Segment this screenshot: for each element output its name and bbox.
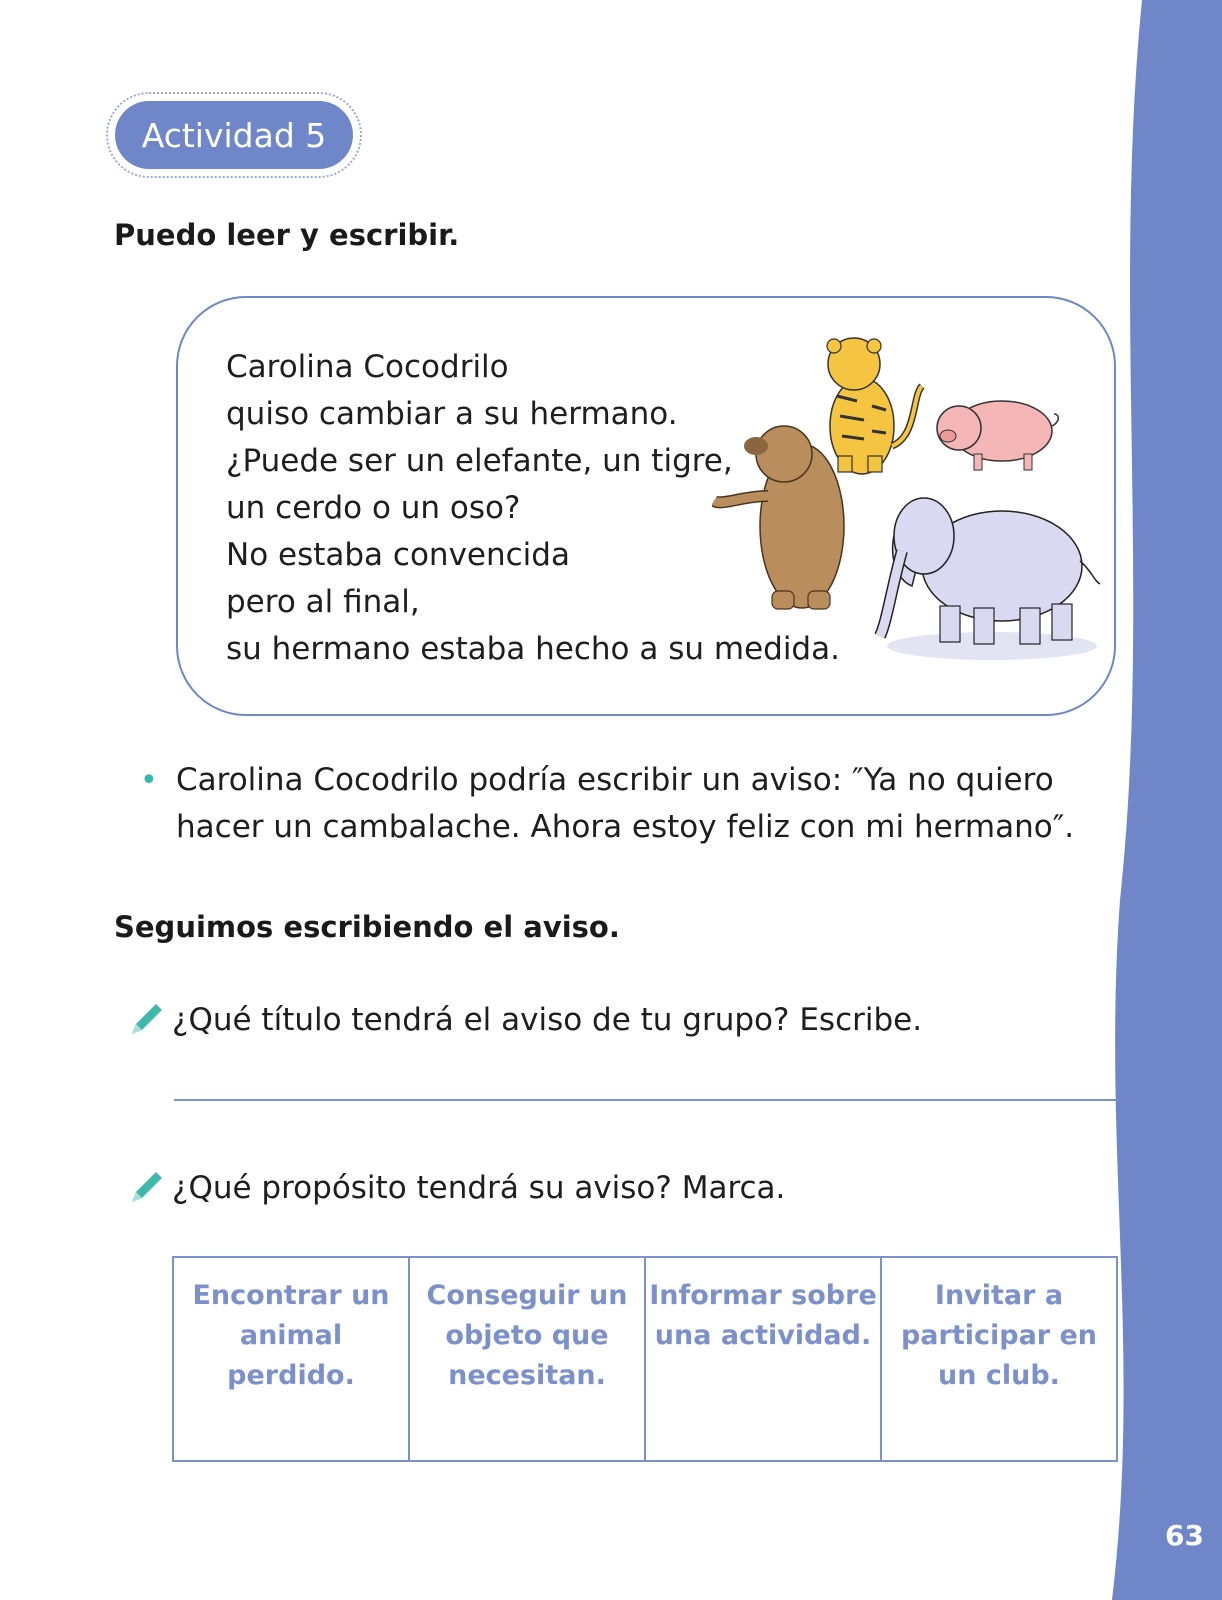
section-title: Puedo leer y escribir. [114,218,460,252]
animals-illustration [712,336,1102,676]
option-line: un club. [938,1360,1060,1391]
poem-line: No estaba convencida [226,537,570,573]
question-2-text: ¿Qué propósito tendrá su aviso? Marca. [172,1170,786,1206]
bullet-text [176,757,1106,851]
option-line: Informar sobre [649,1280,877,1311]
option-line: Conseguir un [426,1280,628,1311]
pig-illustration [937,401,1058,470]
option-cell[interactable] [646,1258,882,1460]
poem-line: un cerdo o un oso? [226,490,521,526]
option-line: participar en [900,1320,1098,1351]
subheading: Seguimos escribiendo el aviso. [114,910,620,944]
tiger-illustration [827,338,922,474]
poem-line: Carolina Cocodrilo [226,349,509,385]
activity-badge-frame [106,92,362,178]
page-number: 63 [1165,1519,1204,1552]
option-cell[interactable] [174,1258,410,1460]
bullet-dot: • [140,763,158,798]
option-line: animal perdido. [227,1320,355,1391]
question-1-text: ¿Qué título tendrá el aviso de tu grupo? Escribe. [172,1002,923,1038]
poem-line: su hermano estaba hecho a su medida. [226,631,840,667]
poem-line: pero al final, [226,584,420,620]
option-line: necesitan. [448,1360,606,1391]
option-line: Encontrar un [192,1280,390,1311]
question-1 [126,1000,922,1040]
question-2 [126,1168,785,1208]
poem-line: ¿Puede ser un elefante, un tigre, [226,443,733,479]
option-cell[interactable] [882,1258,1116,1460]
pencil-icon [126,1168,166,1208]
option-line: una actividad. [654,1320,872,1351]
option-line: objeto que [445,1320,609,1351]
bullet-line: Carolina Cocodrilo podría escribir un aviso: ″Ya no quiero [176,762,1054,798]
pencil-icon [126,1000,166,1040]
bullet-line: hacer un cambalache. Ahora estoy feliz con mi hermano″. [176,809,1075,845]
side-band [1112,0,1222,1600]
option-line: Invitar a [934,1280,1064,1311]
activity-badge: Actividad 5 [115,101,353,169]
purpose-options-table [172,1256,1118,1462]
bear-illustration [714,426,844,609]
elephant-illustration [880,498,1100,660]
answer-line[interactable] [174,1099,1118,1101]
option-cell[interactable] [410,1258,646,1460]
poem-line: quiso cambiar a su hermano. [226,396,678,432]
